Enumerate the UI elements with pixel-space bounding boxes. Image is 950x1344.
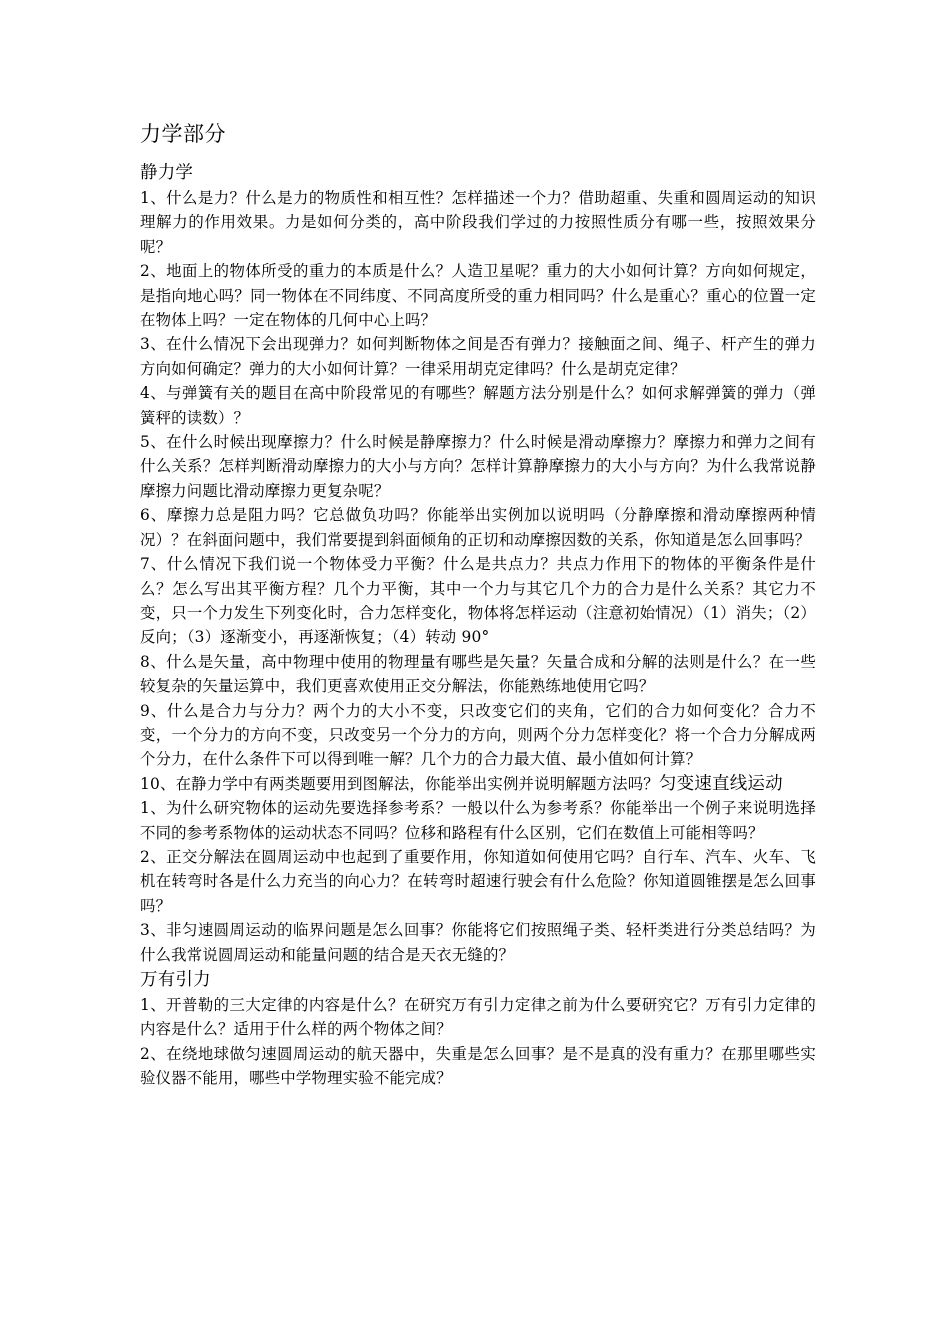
paragraph: 6、摩擦力总是阻力吗？它总做负功吗？你能举出实例加以说明吗（分静摩擦和滑动摩擦两种情况）？在斜面问题中，我们常要提到斜面倾角的正切和动摩擦因数的关系，你知道是怎么回事吗？ <box>140 506 816 549</box>
paragraph: 8、什么是矢量，高中物理中使用的物理量有哪些是矢量？矢量合成和分解的法则是什么？在一些较复杂的矢量运算中，我们更喜欢使用正交分解法，你能熟练地使用它吗？ <box>140 652 816 696</box>
page-title: 力学部分 <box>140 122 226 146</box>
paragraph: 1、什么是力？什么是力的物质性和相互性？怎样描述一个力？借助超重、失重和圆周运动的知识理解力的作用效果。力是如何分类的，高中阶段我们学过的力按照性质分有哪一些，按照效果分呢？ <box>140 189 816 256</box>
document-page <box>140 118 816 1091</box>
paragraph: 5、在什么时候出现摩擦力？什么时候是静摩擦力？什么时候是滑动摩擦力？摩擦力和弹力之间有什么关系？怎样判断滑动摩擦力的大小与方向？怎样计算静摩擦力的大小与方向？为什么我常说静摩擦力问题比滑动摩擦力更复杂呢？ <box>140 433 816 500</box>
paragraph: 3、在什么情况下会出现弹力？如何判断物体之间是否有弹力？接触面之间、绳子、杆产生的弹力方向如何确定？弹力的大小如何计算？一律采用胡克定律吗？什么是胡克定律？ <box>140 335 816 378</box>
paragraph: 2、在绕地球做匀速圆周运动的航天器中，失重是怎么回事？是不是真的没有重力？在那里哪些实验仪器不能用，哪些中学物理实验不能完成？ <box>140 1044 816 1088</box>
paragraph-with-inline-heading <box>140 772 816 796</box>
paragraph: 2、地面上的物体所受的重力的本质是什么？人造卫星呢？重力的大小如何计算？方向如何规定，是指向地心吗？同一物体在不同纬度、不同高度所受的重力相同吗？什么是重心？重心的位置一定在物体上吗？一定在物体的几何中心上吗？ <box>140 262 816 330</box>
paragraph: 2、正交分解法在圆周运动中也起到了重要作用，你知道如何使用它吗？自行车、汽车、火车、飞机在转弯时各是什么力充当的向心力？在转弯时超速行驶会有什么危险？你知道圆锥摆是怎么回事吗？ <box>140 847 816 915</box>
paragraph: 1、为什么研究物体的运动先要选择参考系？一般以什么为参考系？你能举出一个例子来说明选择不同的参考系物体的运动状态不同吗？位移和路程有什么区别，它们在数值上可能相等吗？ <box>140 799 816 842</box>
paragraph: 9、什么是合力与分力？两个力的大小不变，只改变它们的夹角，它们的合力如何变化？合力不变，一个分力的方向不变，只改变另一个分力的方向，则两个分力怎样变化？将一个合力分解成两个分力，在什么条件下可以得到唯一解？几个力的合力最大值、最小值如何计算？ <box>140 701 816 769</box>
paragraph-text: 10、在静力学中有两类题要用到图解法，你能举出实例并说明解题方法吗？ <box>140 774 659 793</box>
paragraph: 1、开普勒的三大定律的内容是什么？在研究万有引力定律之前为什么要研究它？万有引力定律的内容是什么？适用于什么样的两个物体之间？ <box>140 996 816 1039</box>
paragraph: 7、什么情况下我们说一个物体受力平衡？什么是共点力？共点力作用下的物体的平衡条件是什么？怎么写出其平衡方程？几个力平衡，其中一个力与其它几个力的合力是什么关系？其它力不变，只一个力发生下列变化时，合力怎样变化，物体将怎样运动（注意初始情况）（1）消失；（2）反向；（3）逐渐变小，再逐渐恢复；（4）转动 90° <box>140 555 816 647</box>
section-heading-uniform-acceleration: 匀变速直线运动 <box>658 773 783 794</box>
section-heading-statics: 静力学 <box>140 163 194 183</box>
paragraph: 4、与弹簧有关的题目在高中阶段常见的有哪些？解题方法分别是什么？如何求解弹簧的弹力（弹簧秤的读数）？ <box>140 384 816 427</box>
paragraph: 3、非匀速圆周运动的临界问题是怎么回事？你能将它们按照绳子类、轻杆类进行分类总结吗？为什么我常说圆周运动和能量问题的结合是天衣无缝的？ <box>140 921 816 964</box>
section-heading-gravitation: 万有引力 <box>140 970 211 990</box>
